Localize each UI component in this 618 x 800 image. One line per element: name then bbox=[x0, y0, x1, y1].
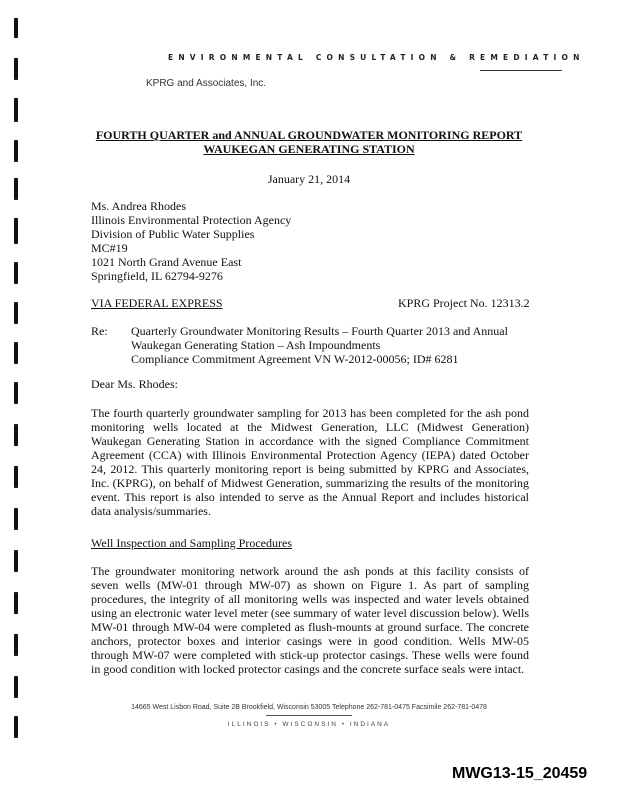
delivery-method: VIA FEDERAL EXPRESS bbox=[91, 296, 223, 310]
subject-line: Quarterly Groundwater Monitoring Results – Fourth Quarter 2013 and Annual bbox=[131, 324, 508, 338]
footer-states: ILLINOIS • WISCONSIN • INDIANA bbox=[227, 721, 391, 728]
project-number: KPRG Project No. 12313.2 bbox=[398, 296, 530, 310]
scan-edge-mark bbox=[14, 302, 18, 324]
scan-edge-mark bbox=[14, 424, 18, 446]
document-id-stamp: MWG13-15_20459 bbox=[452, 765, 588, 782]
subject-lines bbox=[131, 324, 508, 366]
scan-edge-mark bbox=[14, 466, 18, 488]
subject-label: Re: bbox=[91, 324, 108, 338]
subject-line: Waukegan Generating Station – Ash Impoundments bbox=[131, 338, 381, 352]
letter-date: January 21, 2014 bbox=[267, 172, 351, 186]
scan-edge-mark bbox=[14, 508, 18, 530]
report-subtitle: WAUKEGAN GENERATING STATION bbox=[203, 142, 415, 156]
recipient-line: Illinois Environmental Protection Agency bbox=[91, 213, 292, 227]
scan-edge-mark bbox=[14, 676, 18, 698]
body-paragraph: The fourth quarterly groundwater sampling for 2013 has been completed for the ash pond monitoring wells located at the Midwest Generation, LLC (Midwest Generation) Waukegan Generating Station in accordance with the signed Compliance Commitment Agreement (CCA) with Illinois Environmental Protection Agency (IEPA) dated October 24, 2012. This quarterly monitoring report is being submitted by KPRG and Associates, Inc. (KPRG), on behalf of Midwest Generation, summarizing the results of the monitoring event. This report is also intended to serve as the Annual Report and includes historical data analysis/summaries. bbox=[91, 406, 529, 518]
recipient-address bbox=[91, 199, 291, 283]
scan-edge-mark bbox=[14, 382, 18, 404]
company-name: KPRG and Associates, Inc. bbox=[146, 78, 267, 89]
footer-address: 14665 West Lisbon Road, Suite 2B Brookfield, Wisconsin 53005 Telephone 262-781-0475 Facsimile 262-781-0478 bbox=[131, 704, 487, 711]
scan-edge-mark bbox=[14, 262, 18, 284]
report-title: FOURTH QUARTER and ANNUAL GROUNDWATER MONITORING REPORT bbox=[95, 128, 523, 142]
salutation: Dear Ms. Rhodes: bbox=[91, 377, 178, 391]
letterhead-rule bbox=[480, 70, 562, 71]
recipient-line: Ms. Andrea Rhodes bbox=[91, 199, 186, 213]
recipient-line: Springfield, IL 62794-9276 bbox=[91, 269, 223, 283]
recipient-line: Division of Public Water Supplies bbox=[91, 227, 255, 241]
footer-rule bbox=[266, 715, 352, 716]
recipient-line: 1021 North Grand Avenue East bbox=[91, 255, 242, 269]
scan-edge-mark bbox=[14, 634, 18, 656]
scan-edge-mark bbox=[14, 58, 18, 80]
section-heading: Well Inspection and Sampling Procedures bbox=[91, 536, 292, 550]
scan-edge-mark bbox=[14, 218, 18, 244]
letterhead-tagline: ENVIRONMENTAL CONSULTATION & REMEDIATION bbox=[168, 53, 585, 62]
scan-edge-mark bbox=[14, 98, 18, 122]
scan-edge-mark bbox=[14, 550, 18, 572]
recipient-line: MC#19 bbox=[91, 241, 128, 255]
scan-edge-mark bbox=[14, 592, 18, 614]
scan-edge-mark bbox=[14, 18, 18, 38]
scan-edge-mark bbox=[14, 342, 18, 364]
subject-line: Compliance Commitment Agreement VN W-2012-00056; ID# 6281 bbox=[131, 352, 459, 366]
body-paragraph: The groundwater monitoring network around the ash ponds at this facility consists of seven wells (MW-01 through MW-07) as shown on Figure 1. As part of sampling procedures, the integrity of all monitoring wells was inspected and water levels obtained using an electronic water level meter (see summary of water level discussion below). Wells MW-01 through MW-04 were completed as flush-mounts at ground surface. The concrete anchors, protector boxes and interior casings were in good condition. Wells MW-05 through MW-07 were completed with stick-up protector casings. These wells were found in good condition with locked protector casings and the concrete surface seals were intact. bbox=[91, 564, 529, 676]
